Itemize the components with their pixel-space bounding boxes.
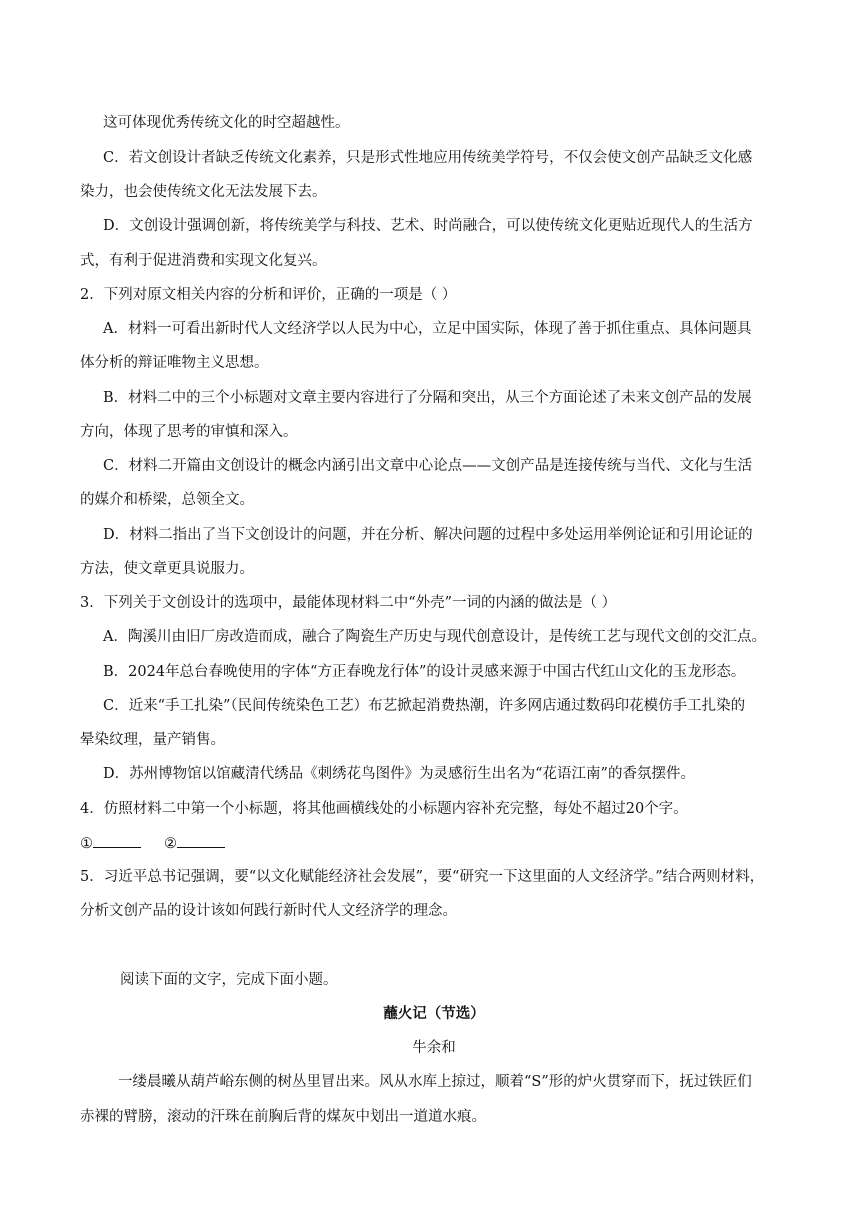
option-d-line-1: D．文创设计强调创新，将传统美学与科技、艺术、时尚融合，可以使传统文化更贴近现代人的生活方 bbox=[103, 218, 753, 234]
story-author: 牛余和 bbox=[412, 1040, 456, 1056]
question-4: 4．仿照材料二中第一个小标题，将其他画横线处的小标题内容补充完整，每处不超过20个字。 bbox=[80, 801, 688, 817]
q2-option-b-line-1: B．材料二中的三个小标题对文章主要内容进行了分隔和突出，从三个方面论述了未来文创产品的发展 bbox=[103, 390, 752, 406]
q2-option-d-line-1: D．材料二指出了当下文创设计的问题，并在分析、解决问题的过程中多处运用举例论证和引用论证的 bbox=[103, 527, 753, 543]
option-c-line-1: C．若文创设计者缺乏传统文化素养，只是形式性地应用传统美学符号，不仅会使文创产品缺乏文化感 bbox=[103, 150, 753, 166]
text-line: 这可体现优秀传统文化的时空超越性。 bbox=[103, 115, 350, 131]
option-d-line-2: 式，有利于促进消费和实现文化复兴。 bbox=[80, 253, 327, 269]
blank-2-label: ② bbox=[164, 836, 178, 852]
q3-option-b: B．2024年总台春晚使用的字体“方正春晚龙行体”的设计灵感来源于中国古代红山文化的玉龙形态。 bbox=[103, 664, 746, 680]
q2-option-b-line-2: 方向，体现了思考的审慎和深入。 bbox=[80, 424, 298, 440]
story-paragraph-line-1: 一缕晨曦从葫芦峪东侧的树丛里冒出来。风从水库上掠过，顺着“S”形的炉火贯穿而下，抚过铁匠们 bbox=[118, 1074, 752, 1090]
blank-2-line[interactable] bbox=[177, 833, 225, 848]
question-3: 3．下列关于文创设计的选项中，最能体现材料二中“外壳”一词的内涵的做法是（ ） bbox=[80, 595, 617, 611]
question-5-line-1: 5．习近平总书记强调，要“以文化赋能经济社会发展”，要“研究一下这里面的人文经济学。”结合两则材料， bbox=[80, 869, 765, 885]
blank-1-label: ① bbox=[80, 836, 93, 852]
q3-option-c-line-2: 晕染纹理，量产销售。 bbox=[80, 732, 225, 748]
story-paragraph-line-2: 赤裸的臂膀，滚动的汗珠在前胸后背的煤灰中划出一道道水痕。 bbox=[80, 1109, 486, 1125]
q3-option-d: D．苏州博物馆以馆藏清代绣品《刺绣花鸟图件》为灵感衍生出名为“花语江南”的香氛摆件。 bbox=[103, 766, 695, 782]
answer-blanks bbox=[80, 833, 225, 854]
q2-option-c-line-1: C．材料二开篇由文创设计的概念内涵引出文章中心论点——文创产品是连接传统与当代、文化与生活 bbox=[103, 458, 753, 474]
question-2: 2．下列对原文相关内容的分析和评价，正确的一项是（ ） bbox=[80, 287, 457, 303]
q2-option-d-line-2: 方法，使文章更具说服力。 bbox=[80, 561, 254, 577]
q3-option-c-line-1: C．近来“手工扎染”（民间传统染色工艺）布艺掀起消费热潮，许多网店通过数码印花模仿手工扎染的 bbox=[103, 698, 746, 714]
story-title: 蘸火记（节选） bbox=[383, 1005, 485, 1022]
q2-option-c-line-2: 的媒介和桥梁，总领全文。 bbox=[80, 492, 254, 508]
reading-instruction: 阅读下面的文字，完成下面小题。 bbox=[120, 972, 338, 988]
q3-option-a: A．陶溪川由旧厂房改造而成，融合了陶瓷生产历史与现代创意设计，是传统工艺与现代文创的交汇点。 bbox=[103, 629, 766, 645]
q2-option-a-line-1: A．材料一可看出新时代人文经济学以人民为中心，立足中国实际，体现了善于抓住重点、具体问题具 bbox=[103, 321, 752, 337]
blank-1-line[interactable] bbox=[93, 833, 141, 848]
question-5-line-2: 分析文创产品的设计该如何践行新时代人文经济学的理念。 bbox=[80, 903, 457, 919]
q2-option-a-line-2: 体分析的辩证唯物主义思想。 bbox=[80, 355, 269, 371]
option-c-line-2: 染力，也会使传统文化无法发展下去。 bbox=[80, 184, 327, 200]
